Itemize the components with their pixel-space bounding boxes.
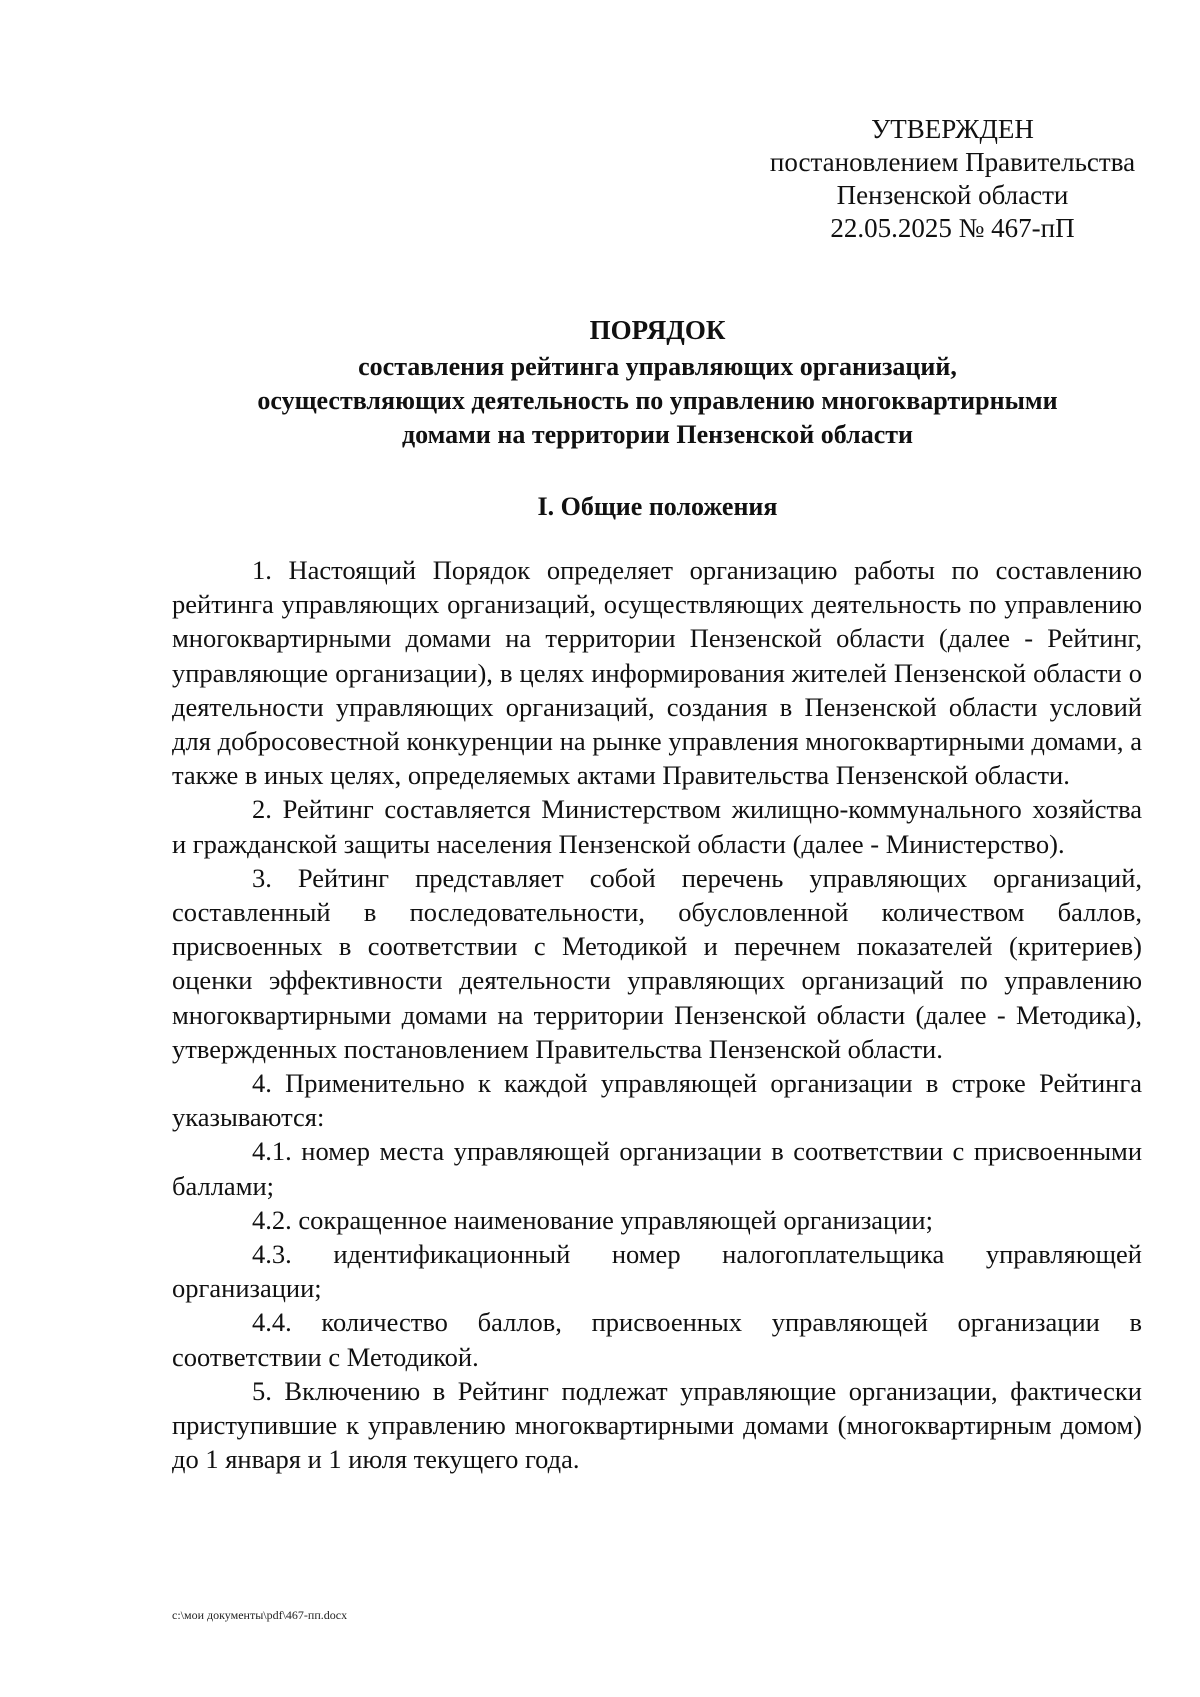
approval-stamp xyxy=(760,113,1145,245)
document-body xyxy=(172,553,1142,1476)
paragraph-5: 5. Включению в Рейтинг подлежат управляющие организации, фактически приступившие к управлению многоквартирными домами (многоквартирным домом) до 1 января и 1 июля текущего года. xyxy=(172,1375,1142,1475)
approval-date-number: 22.05.2025 № 467-пП xyxy=(830,213,1075,243)
approval-decree-label: постановлением Правительства xyxy=(769,147,1136,177)
paragraph-4-1: 4.1. номер места управляющей организации в соответствии с присвоенными баллами; xyxy=(172,1136,1142,1201)
title-subtitle-line: составления рейтинга управляющих организаций, xyxy=(358,352,957,381)
section-heading: I. Общие положения xyxy=(537,492,778,521)
title-subtitle-line: домами на территории Пензенской области xyxy=(401,420,914,449)
paragraph-4-4: 4.4. количество баллов, присвоенных управляющей организации в соответствии с Методикой. xyxy=(172,1307,1142,1372)
paragraph-4-2: 4.2. сокращенное наименование управляющей организации; xyxy=(252,1204,933,1235)
paragraph-4: 4. Применительно к каждой управляющей организации в строке Рейтинга указываются: xyxy=(172,1068,1142,1133)
paragraph-2: 2. Рейтинг составляется Министерством жилищно-коммунального хозяйства и гражданской защиты населения Пензенской области (далее - Министерство). xyxy=(172,794,1142,859)
title-main: ПОРЯДОК xyxy=(589,315,726,345)
approval-region-label: Пензенской области xyxy=(836,180,1069,210)
paragraph-3: 3. Рейтинг представляет собой перечень управляющих организаций, составленный в последовательности, обусловленной количеством баллов, присвоенных в соответствии с Методикой и перечнем показателей (критериев) оценки эффективности деятельности управляющих организаций по управлению многоквартирными домами на территории Пензенской области (далее - Методика), утвержденных постановлением Правительства Пензенской области. xyxy=(172,862,1142,1064)
paragraph-4-3: 4.3. идентификационный номер налогоплательщика управляющей организации; xyxy=(172,1239,1142,1304)
approval-approved-label: УТВЕРЖДЕН xyxy=(871,114,1034,144)
title-subtitle-line: осуществляющих деятельность по управлению многоквартирными xyxy=(257,386,1058,415)
paragraph-1: 1. Настоящий Порядок определяет организацию работы по составлению рейтинга управляющих организаций, осуществляющих деятельность по управлению многоквартирными домами на территории Пензенской области (далее - Рейтинг, управляющие организации), в целях информирования жителей Пензенской области о деятельности управляющих организаций, создания в Пензенской области условий для добросовестной конкуренции на рынке управления многоквартирными домами, а также в иных целях, определяемых актами Правительства Пензенской области. xyxy=(172,555,1142,791)
document-title xyxy=(150,313,1165,452)
footer-file-path: c:\мои документы\pdf\467-пп.docx xyxy=(172,1608,348,1622)
